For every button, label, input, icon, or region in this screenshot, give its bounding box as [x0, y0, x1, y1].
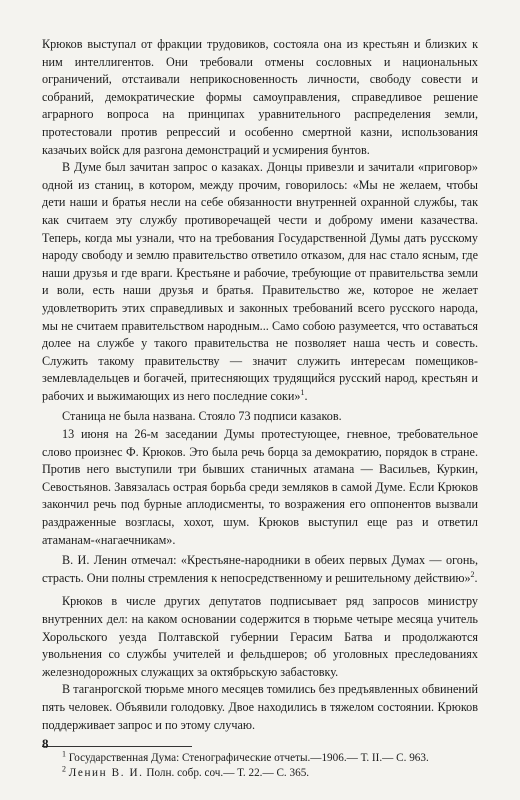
footnote-divider	[42, 746, 192, 747]
paragraph: Станица не была названа. Стояло 73 подписи казаков.	[62, 409, 342, 424]
footnote	[42, 751, 478, 766]
paragraph: В таганрогской тюрьме много месяцев томились без предъявленных обвинений пять человек. Объявили голодовку. Двое находились в тяжелом состоянии. Крюков поддерживает запрос и по этому случаю.	[42, 682, 478, 732]
footnote-mark: 1	[62, 749, 66, 759]
footnote-mark: 2	[62, 764, 66, 774]
footnotes	[42, 751, 478, 781]
footnote-text: Полн. собр. соч.— Т. 22.— С. 365.	[143, 767, 310, 780]
footnote-ref: 1	[300, 387, 305, 397]
paragraph-text: В Думе был зачитан запрос о казаках. Донцы привезли и зачитали «приговор» одной из станиц, в котором, между прочим, говорилось: «Мы не желаем, чтобы дети наши и братья несли на себе обязанности внутренней охранной службы, так как считаем эту службу противоречащей чести и доброму имени казачества. Теперь, когда мы узнали, что на требования Государственной Думы дать русскому народу свободу и землю правительство ответило отказом, для нас стало ясным, где наши друзья и где враги. Крестьяне и рабочие, требующие от правительства земли и воли, есть наши друзья и братья. Правительство же, которое не желает удовлетворить этих справедливых и законных требований всего русского народа, мы не считаем правительством народным... Само собою разумеется, что оставаться долее на службе у такого правительства не позволяет наша честь и совесть. Служить такому правительству — значит служить интересам помещиков-землевладельцев и богачей, притесняющих трудящийся русский народ, крестьян и рабочих и выжимающих из него последние соки»	[42, 160, 478, 403]
paragraph-text: В. И. Ленин отмечал: «Крестьяне-народники в обеих первых Думах — огонь, страсть. Они полны стремления к непосредственному и решительному действию»	[42, 553, 478, 585]
footnote-text: Государственная Дума: Стенографические отчеты.—1906.— Т. II.— С. 963.	[66, 752, 429, 765]
footnote-author: Ленин В. И.	[68, 767, 144, 780]
main-text	[42, 36, 478, 734]
page-number: 8	[42, 736, 49, 751]
paragraph: В. И. Ленин отмечал: «Крестьяне-народники в обеих первых Думах — огонь, страсть. Они полны стремления к непосредственному и решительному действию»$^2$.	[42, 553, 478, 585]
paragraph: Крюков выступал от фракции трудовиков, состояла она из крестьян и близких к ним интеллигентов. Они требовали отмены сословных и национальных ограничений, отстаивали неприкосновенность личности, свободу совести и собраний, демократические формы самоуправления, справедливое решение аграрного вопроса на принципах уравнительного распределения земли, протестовали против репрессий и особенно смертной казни, использования казачьих войск для разгона демонстраций и усмирения бунтов.	[42, 37, 478, 157]
paragraph: В Думе был зачитан запрос о казаках. Донцы привезли и зачитали «приговор» одной из станиц, в котором, между прочим, говорилось: «Мы не желаем, чтобы дети наши и братья несли на себе обязанности внутренней охранной службы, так как считаем эту службу противоречащей чести и доброму имени казачества. Теперь, когда мы узнали, что на требования Государственной Думы дать русскому народу свободу и землю правительство ответило отказом, для нас стало ясным, где наши друзья и где враги. Крестьяне и рабочие, требующие от правительства земли и воли, есть наши друзья и братья. Правительство же, которое не желает удовлетворить этих справедливых и законных требований всего русского народа, мы не считаем правительством народным... Само собою разумеется, что оставаться долее на службе у такого правительства не позволяет наша честь и совесть. Служить такому правительству — значит служить интересам помещиков-землевладельцев и богачей, притесняющих трудящийся русский народ, крестьян и рабочих и выжимающих из него последние соки»$^1$.	[42, 160, 478, 403]
paragraph: 13 июня на 26-м заседании Думы протестующее, гневное, требовательное слово произнес Ф. Крюков. Это была речь борца за демократию, порядок в стране. Против него выступили три бывших станичных атамана — Васильев, Куркин, Севостьянов. Завязалась острая борьба среди земляков в самой Думе. Если Крюков закончил речь под бурные аплодисменты, то возражения его оппонентов вызвали раздраженные возгласы, хохот, шум. Крюков выступил еще раз и ответил атаманам-«нагаечникам».	[42, 427, 478, 547]
footnote-ref: 2	[470, 569, 475, 579]
paragraph: Крюков в числе других депутатов подписывает ряд запросов министру внутренних дел: на каком основании содержится в тюрьме четыре месяца учитель Хорольского уезда Полтавской губернии Герасим Батва и продолжаются увольнения со службы учителей и фельдшеров; об уголовных преследованиях железнодорожных служащих за октябрьскую забастовку.	[42, 594, 478, 679]
footnote	[42, 766, 478, 781]
